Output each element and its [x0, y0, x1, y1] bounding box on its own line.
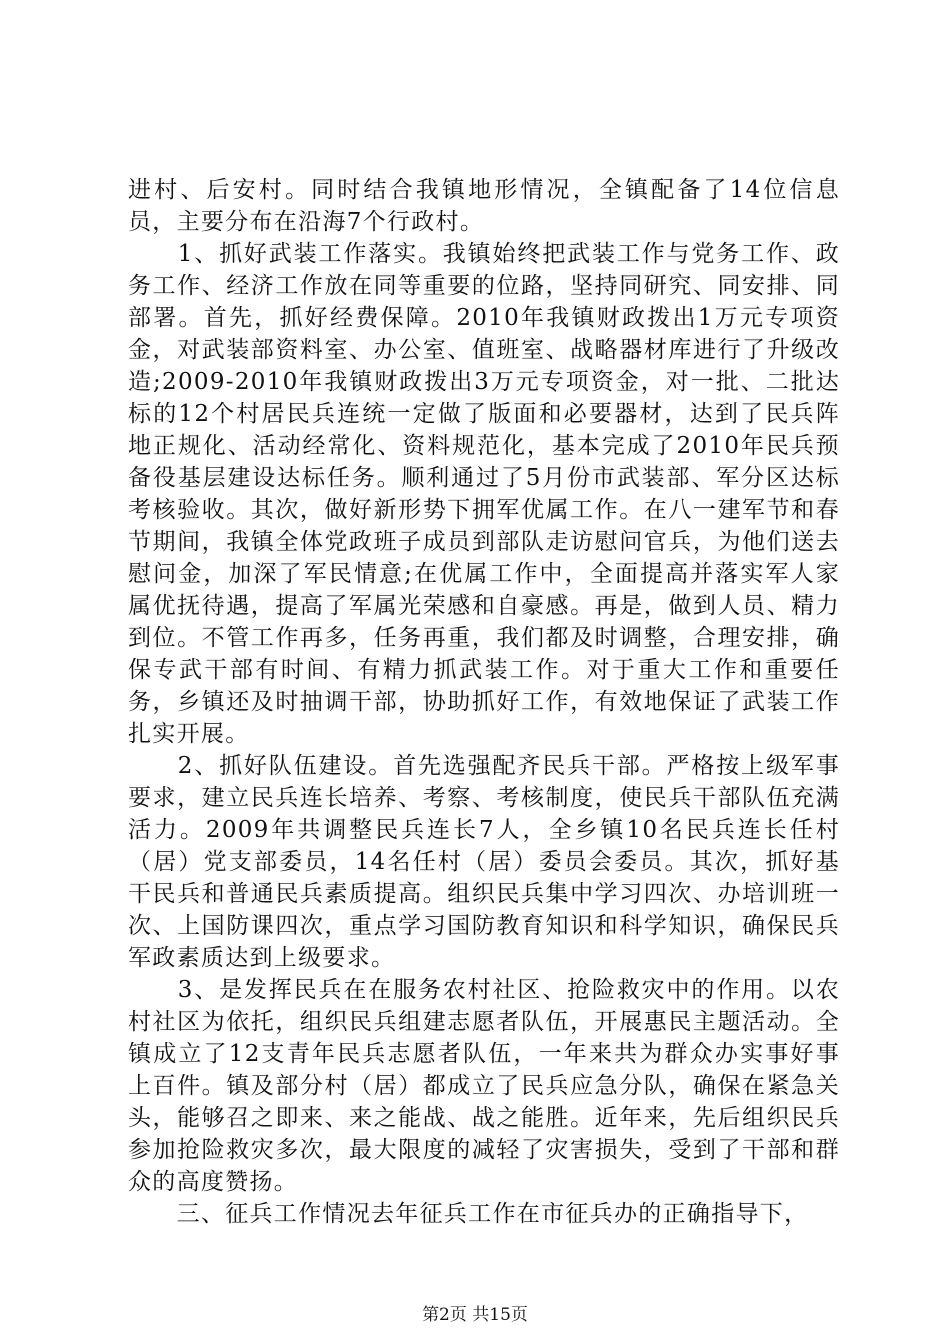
- document-body: [128, 174, 840, 1230]
- paragraph: 三、征兵工作情况去年征兵工作在市征兵办的正确指导下，: [128, 1201, 809, 1227]
- paragraph: 2、抓好队伍建设。首先选强配齐民兵干部。严格按上级军事要求，建立民兵连长培养、考察、考核制度，使民兵干部队伍充满活力。2009年共调整民兵连长7人，全乡镇10名民兵连长任村（居）党支部委员，14名任村（居）委员会委员。其次，抓好基干民兵和普通民兵素质提高。组织民兵集中学习四次、办培训班一次、上国防课四次，重点学习国防教育知识和科学知识，确保民兵军政素质达到上级要求。: [128, 753, 840, 971]
- paragraph: 3、是发挥民兵在在服务农村社区、抢险救灾中的作用。以农村社区为依托，组织民兵组建志愿者队伍，开展惠民主题活动。全镇成立了12支青年民兵志愿者队伍，一年来共为群众办实事好事上百件。镇及部分村（居）都成立了民兵应急分队，确保在紧急关头，能够召之即来、来之能战、战之能胜。近年来，先后组织民兵参加抢险救灾多次，最大限度的减轻了灾害损失，受到了干部和群众的高度赞扬。: [128, 977, 840, 1195]
- page-footer: 第2页 共15页: [422, 1305, 528, 1325]
- paragraph: 进村、后安村。同时结合我镇地形情况，全镇配备了14位信息员，主要分布在沿海7个行政村。: [128, 177, 840, 235]
- paragraph: 1、抓好武装工作落实。我镇始终把武装工作与党务工作、政务工作、经济工作放在同等重要的位路，坚持同研究、同安排、同部署。首先，抓好经费保障。2010年我镇财政拨出1万元专项资金，对武装部资料室、办公室、值班室、战略器材库进行了升级改造;2009-2010年我镇财政拨出3万元专项资金，对一批、二批达标的12个村居民兵连统一定做了版面和必要器材，达到了民兵阵地正规化、活动经常化、资料规范化，基本完成了2010年民兵预备役基层建设达标任务。顺利通过了5月份市武装部、军分区达标考核验收。其次，做好新形势下拥军优属工作。在八一建军节和春节期间，我镇全体党政班子成员到部队走访慰问官兵，为他们送去慰问金，加深了军民情意;在优属工作中，全面提高并落实军人家属优抚待遇，提高了军属光荣感和自豪感。再是，做到人员、精力到位。不管工作再多，任务再重，我们都及时调整，合理安排，确保专武干部有时间、有精力抓武装工作。对于重大工作和重要任务，乡镇还及时抽调干部，协助抓好工作，有效地保证了武装工作扎实开展。: [128, 241, 840, 747]
